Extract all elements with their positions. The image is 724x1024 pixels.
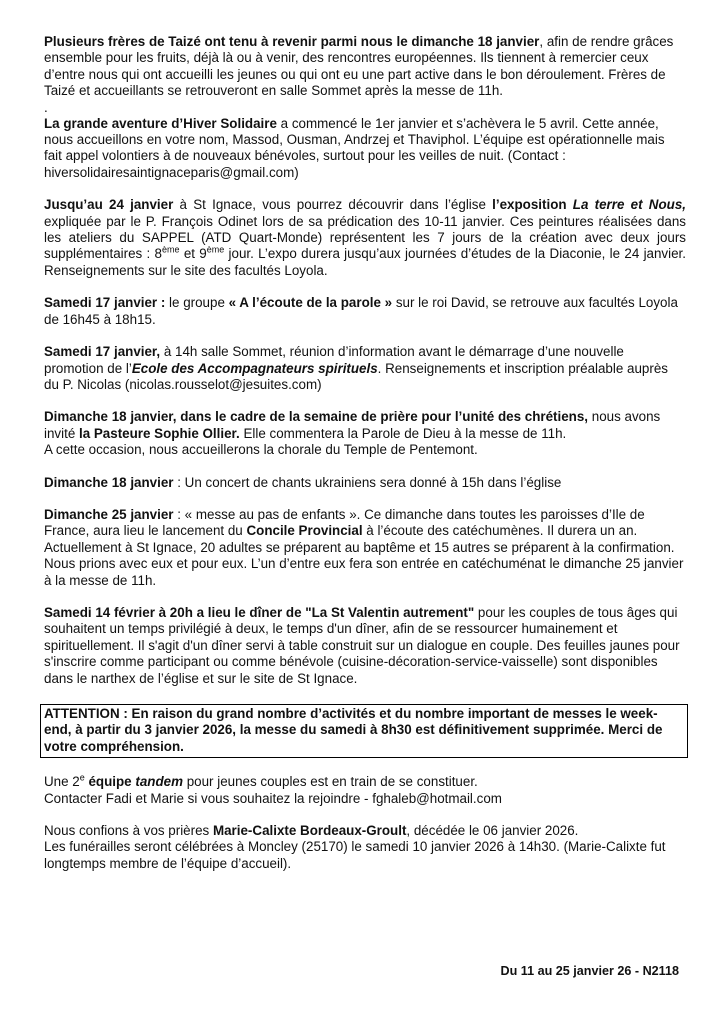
unite-text-2: Elle commentera la Parole de Dieu à la messe de 11h. [239, 425, 567, 441]
tandem-text-1: Une 2 [44, 774, 80, 790]
concile-paragraph [44, 507, 686, 589]
exposition-text-4: jour. L’expo durera jusqu’aux journées d’études de la Diaconie, le 24 janvier. Renseignements sur le site des facultés Loyola. [44, 246, 686, 278]
tandem-text-2: pour jeunes couples est en train de se constituer. [182, 774, 478, 790]
concert-paragraph [44, 475, 686, 491]
sup-eme-1: ème [162, 245, 180, 255]
hiver-solidaire-heading: La grande aventure d’Hiver Solidaire [44, 115, 277, 131]
st-valentin-paragraph [44, 605, 686, 687]
tandem-equipe: équipe [84, 774, 136, 790]
taize-heading: Plusieurs frères de Taizé ont tenu à revenir parmi nous le dimanche 18 janvier [44, 34, 540, 49]
exposition-text-1: à St Ignace, vous pourrez découvrir dans l’église [173, 197, 493, 213]
concert-text: : Un concert de chants ukrainiens sera donné à 15h dans l’église [173, 474, 562, 490]
accompagnateurs-title: Ecole des Accompagnateurs spirituels [131, 360, 378, 376]
unite-heading: Dimanche 18 janvier, dans le cadre de la semaine de prière pour l’unité des chrétiens, [44, 409, 589, 425]
attention-notice: ATTENTION : En raison du grand nombre d’activités et du nombre important de messes le week-end, à partir du 3 janvier 2026, la messe du samedi à 8h30 est définitivement supprimée. Merci de votre compréhension. [40, 704, 688, 758]
funerailles-text: Les funérailles seront célébrées à Moncley (25170) le samedi 10 janvier 2026 à 14h30. (Marie-Calixte fut longtemps membre de l’équipe d’accueil). [44, 839, 666, 871]
exposition-text-2: expliquée par le P. François Odinet lors de sa prédication des 10-11 janvier. Ces peintures réalisées dans les ateliers du SAPPEL (ATD Quart-Monde) représentent les 7 jours de la création avec deux jours supplémentaires : 8 [44, 213, 686, 262]
prieres-paragraph [44, 823, 686, 839]
prieres-text-1: Nous confions à vos prières [44, 823, 213, 839]
bulletin-footer: Du 11 au 25 janvier 26 - N2118 [500, 964, 679, 978]
unite-text-1: nous avons invité [44, 409, 661, 441]
exposition-paragraph [44, 197, 686, 279]
hiver-solidaire-paragraph [44, 116, 686, 182]
concile-date: Dimanche 25 janvier [44, 506, 174, 522]
concile-text-1: : « messe au pas de enfants ». Ce dimanche dans toutes les paroisses d’Ile de France, aura lieu le lancement du [44, 506, 645, 539]
ecoute-parole-paragraph [44, 295, 686, 328]
unite-text-3: A cette occasion, nous accueillerons la chorale du Temple de Pentemont. [44, 442, 478, 458]
ecoute-group: « A l’écoute de la parole » [228, 295, 393, 311]
stray-dot: . [44, 99, 48, 115]
accompagnateurs-text-1: à 14h salle Sommet, réunion d’information avant le démarrage d’une nouvelle promotion de l’ [44, 344, 624, 376]
ecoute-text-2: sur le roi David, se retrouve aux facultés Loyola de 16h45 à 18h15. [44, 295, 678, 327]
exposition-date: Jusqu’au 24 janvier [44, 197, 174, 213]
exposition-text-3: et 9 [179, 246, 207, 262]
ecoute-date: Samedi 17 janvier : [44, 295, 166, 311]
exposition-title: La terre et Nous, [572, 197, 686, 213]
hiver-solidaire-text: a commencé le 1er janvier et s’achèvera le 5 avril. Cette année, nous accueillons en votre nom, Massod, Ousman, Andrzej et Thaviphol. L’équipe est opérationnelle mais fait appel volontiers à de nouveaux bénévoles, surtout pour les veilles de nuit. (Contact : hiversolidairesaintignaceparis@gmail.com) [44, 115, 665, 180]
concile-title: Concile Provincial [246, 523, 363, 539]
taize-paragraph [44, 34, 686, 100]
taize-text: , afin de rendre grâces ensemble pour les fruits, déjà là ou à venir, des rencontres européennes. Ils tiennent à remercier ceux d’entre nous qui ont accueilli les jeunes ou qui ont eu une part active dans le bon déroulement. Frères de Taizé et accueillants se retrouveront en salle Sommet après la messe de 11h. [44, 34, 674, 99]
accompagnateurs-text-2: . Renseignements et inscription préalable auprès du P. Nicolas (nicolas.rousselot@jesuites.com) [44, 360, 668, 392]
bulletin-page [44, 34, 686, 872]
tandem-paragraph [44, 774, 686, 790]
unite-chretiens-paragraph [44, 409, 686, 442]
sup-eme-2: ème [206, 245, 225, 255]
concile-text-2: à l’écoute des catéchumènes. Il durera un an. Actuellement à St Ignace, 20 adultes se préparent au baptême et 15 autres se préparent à la confirmation. Nous prions avec eux et pour eux. L’un d’entre eux fera son entrée en catéchuménat le dimanche 25 janvier à la messe de 11h. [44, 523, 684, 588]
pasteure-name: la Pasteure Sophie Ollier. [78, 425, 240, 441]
tandem-word: tandem [135, 774, 183, 790]
prieres-text-2: , décédée le 06 janvier 2026. [406, 823, 579, 839]
exposition-label: l’exposition [492, 197, 573, 213]
tandem-contact: Contacter Fadi et Marie si vous souhaitez la rejoindre - fghaleb@hotmail.com [44, 790, 502, 806]
st-valentin-heading: Samedi 14 février à 20h a lieu le dîner de "La St Valentin autrement" [44, 604, 475, 620]
concert-date: Dimanche 18 janvier [44, 474, 174, 490]
defunte-name: Marie-Calixte Bordeaux-Groult [212, 823, 407, 839]
sup-e: e [79, 772, 85, 783]
accompagnateurs-date: Samedi 17 janvier, [44, 344, 161, 360]
ecoute-text-1: le groupe [165, 295, 229, 311]
st-valentin-text: pour les couples de tous âges qui souhaitent un temps privilégié à deux, le temps d'un dîner, afin de se ressourcer humainement et spirituellement. Il s'agit d'un dîner servi à table construit sur un dialogue en couple. Des feuilles jaunes pour s'inscrire comme participant ou comme bénévole (cuisine-décoration-service-vaisselle) sont disponibles dans le narthex de l’église et sur le site de St Ignace. [44, 604, 680, 686]
accompagnateurs-paragraph [44, 344, 686, 393]
